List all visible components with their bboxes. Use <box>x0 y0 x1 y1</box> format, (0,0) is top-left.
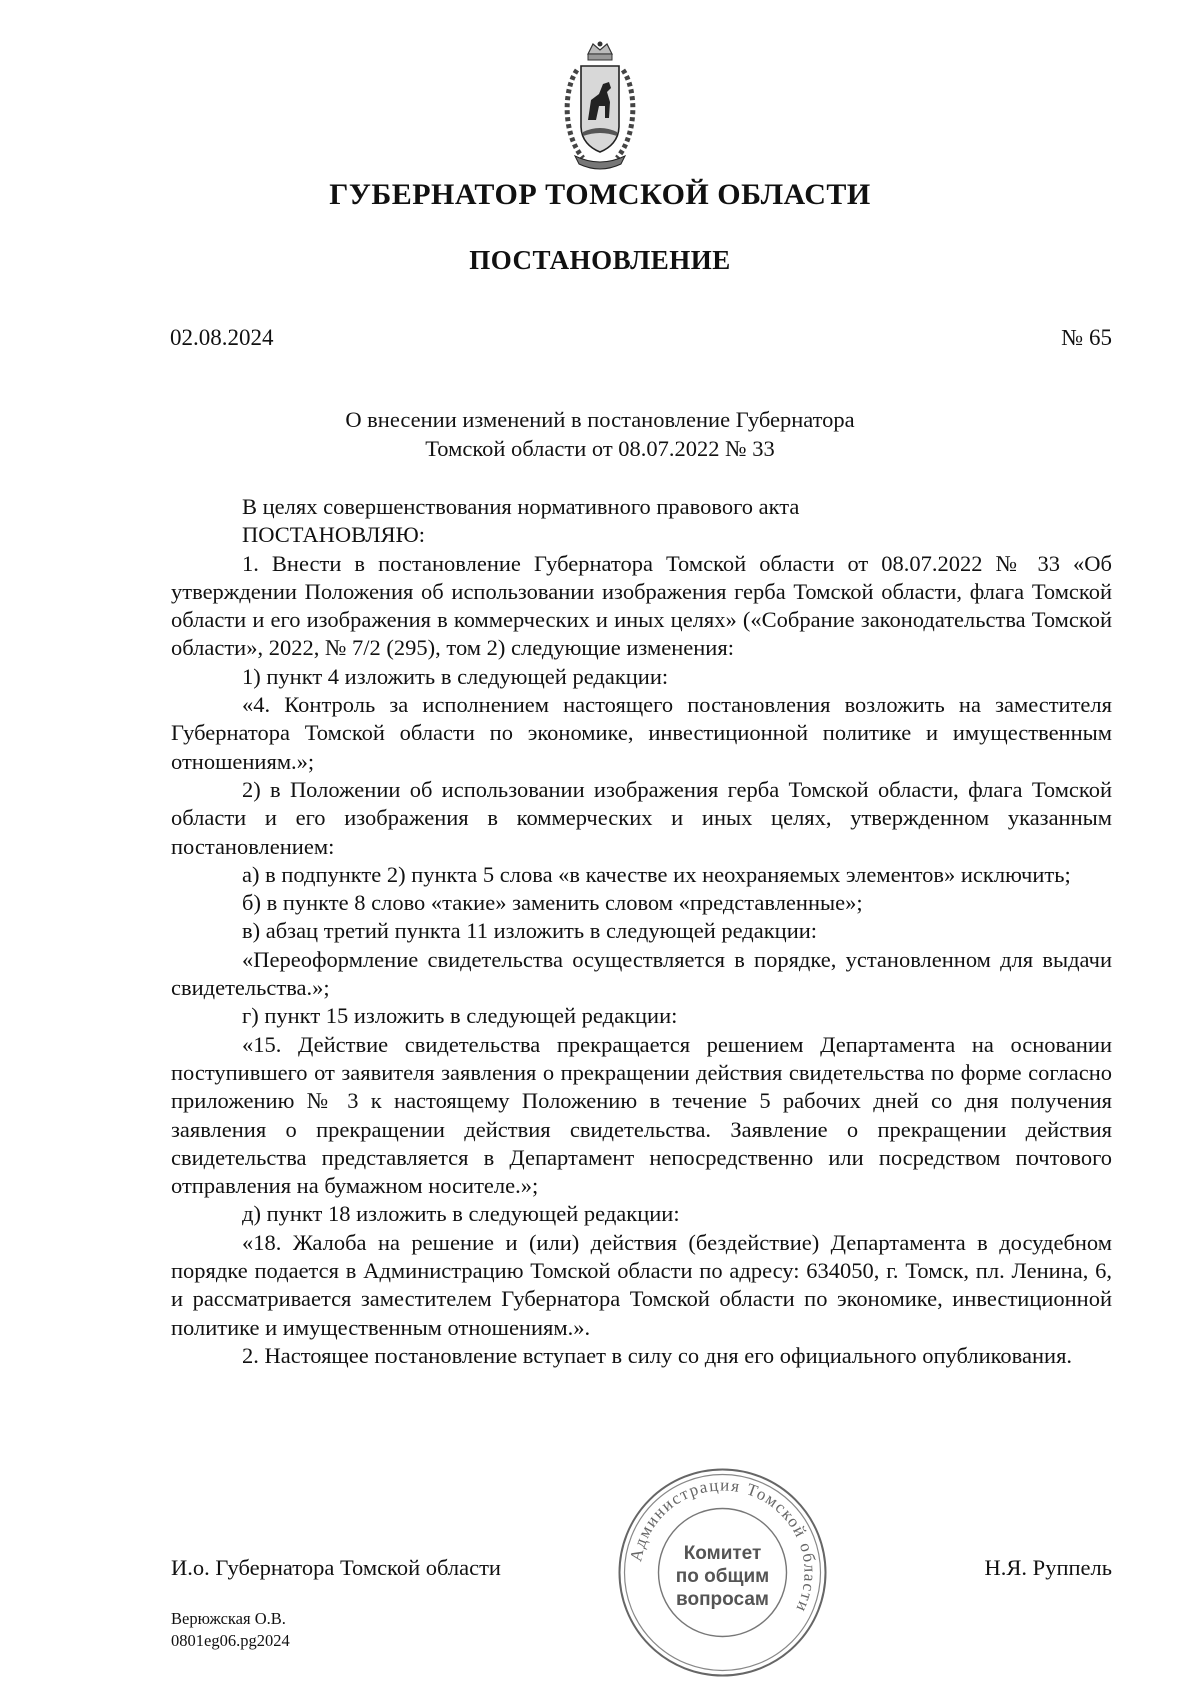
body-paragraph: «15. Действие свидетельства прекращается решением Департамента на основании поступившего от заявителя заявления о прекращении действия свидетельства по форме согласно приложению № 3 к настоящему Положению в течение 5 рабочих дней со дня получения заявления о прекращении действия свидетельства. Заявление о прекращении действия свидетельства представляется в Департамент непосредственно или посредством почтового отправления на бумажном носителе.»; <box>171 1031 1112 1199</box>
body-paragraph: «Переоформление свидетельства осуществляется в порядке, установленном для выдачи свидетельства.»; <box>171 946 1112 1001</box>
body-paragraph: б) в пункте 8 слово «такие» заменить словом «представленные»; <box>242 890 863 916</box>
subject-line: Томской области от 08.07.2022 № 33 <box>425 436 775 461</box>
document-subject <box>0 405 1200 463</box>
document-type-title: ПОСТАНОВЛЕНИЕ <box>469 245 731 275</box>
body-paragraph: д) пункт 18 изложить в следующей редакции: <box>242 1201 680 1227</box>
coat-of-arms-icon <box>555 40 645 180</box>
body-paragraph: 2. Настоящее постановление вступает в силу со дня его официального опубликования. <box>242 1342 1073 1368</box>
body-paragraph: В целях совершенствования нормативного правового акта <box>242 494 800 519</box>
signatory-title: И.о. Губернатора Томской области <box>171 1555 501 1580</box>
document-code: 0801eg06.pg2024 <box>171 1631 290 1650</box>
body-paragraph: «18. Жалоба на решение и (или) действия (бездействие) Департамента в досудебном порядке подается в Администрацию Томской области по адресу: 634050, г. Томск, пл. Ленина, 6, и рассматривается заместителем Губернатора Томской области по экономике, инвестиционной политике и имущественным отношениям.». <box>171 1229 1112 1340</box>
executor-block <box>171 1608 290 1652</box>
body-paragraph: в) абзац третий пункта 11 изложить в следующей редакции: <box>242 918 818 944</box>
official-stamp <box>615 1465 830 1680</box>
organization-title: ГУБЕРНАТОР ТОМСКОЙ ОБЛАСТИ <box>329 178 871 211</box>
stamp-center-text: по общим <box>675 1566 770 1587</box>
document-body <box>171 493 1112 1370</box>
body-paragraph: г) пункт 15 изложить в следующей редакции: <box>242 1003 678 1029</box>
body-paragraph: а) в подпункте 2) пункта 5 слова «в качестве их неохраняемых элементов» исключить; <box>242 861 1071 887</box>
body-paragraph: 1. Внести в постановление Губернатора Томской области от 08.07.2022 № 33 «Об утверждении Положения об использовании изображения герба Томской области, флага Томской области и его изображения в коммерческих и иных целях» («Собрание законодательства Томской области», 2022, № 7/2 (295), том 2) следующие изменения: <box>171 550 1112 661</box>
document-date: 02.08.2024 <box>170 325 274 350</box>
body-paragraph: «4. Контроль за исполнением настоящего постановления возложить на заместителя Губернатора Томской области по экономике, инвестиционной политике и имущественным отношениям.»; <box>171 692 1112 774</box>
document-number: № 65 <box>1061 325 1112 350</box>
body-paragraph: ПОСТАНОВЛЯЮ: <box>242 522 425 548</box>
executor-name: Верюжская О.В. <box>171 1609 286 1628</box>
body-paragraph: 1) пункт 4 изложить в следующей редакции: <box>242 663 669 689</box>
stamp-center-text: вопросам <box>676 1589 769 1610</box>
stamp-center-text: Комитет <box>683 1543 762 1564</box>
stamp-ring-text: Администрация Томской области <box>626 1475 820 1617</box>
body-paragraph: 2) в Положении об использовании изображения герба Томской области, флага Томской области и его изображения в коммерческих и иных целях, утвержденном указанным постановлением: <box>171 776 1112 859</box>
signatory-name: Н.Я. Руппель <box>984 1555 1112 1580</box>
subject-line: О внесении изменений в постановление Губернатора <box>345 407 855 432</box>
